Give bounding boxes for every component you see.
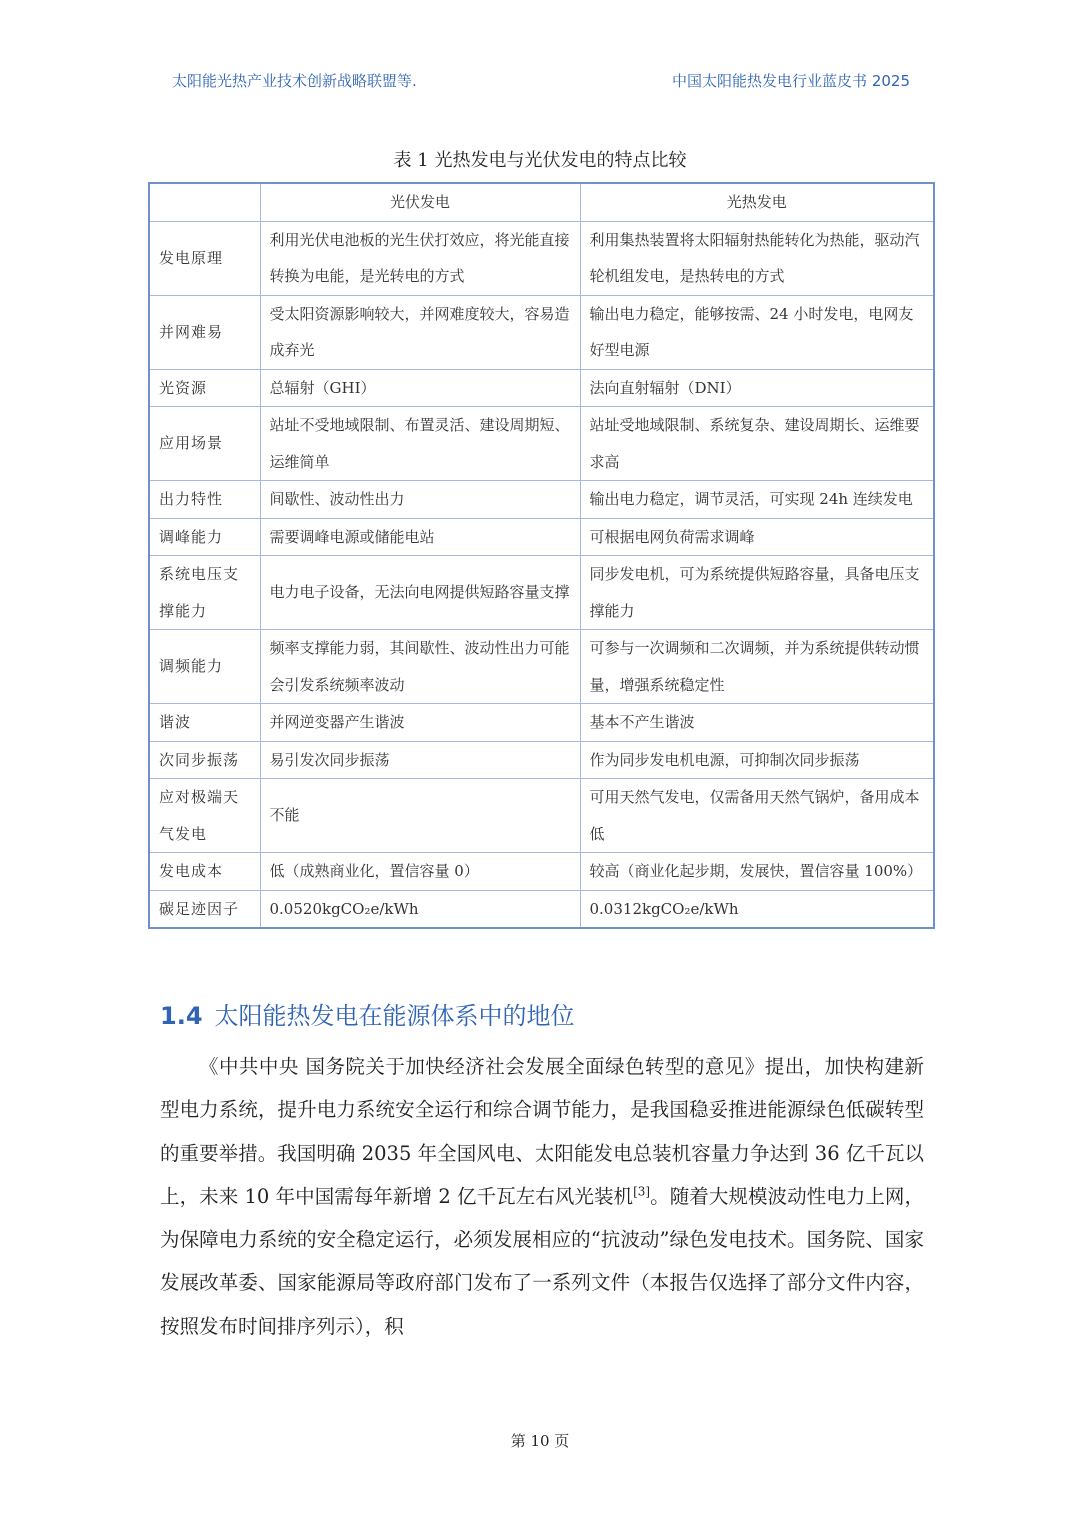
csp-cell: 法向直射辐射（DNI） [580,369,934,407]
row-label: 系统电压支撑能力 [149,556,260,630]
paragraph-text: 《中共中央 国务院关于加快经济社会发展全面绿色转型的意见》提出，加快构建新型电力系统，提升电力系统安全运行和综合调节能力，是我国稳妥推进能源绿色低碳转型的重要举措。我国明确 2035 年全国风电、太阳能发电总装机容量力争达到 36 亿千瓦以上，未来 10 年中国需每年新增 2 亿千瓦左右风光装机 [160,1055,924,1208]
table-caption: 表 1 光热发电与光伏发电的特点比较 [393,150,687,171]
header-left: 太阳能光热产业技术创新战略联盟等. [172,72,417,90]
table-row [149,704,934,742]
pv-cell: 低（成熟商业化，置信容量 0） [260,853,580,891]
row-label: 发电成本 [149,853,260,891]
table-row [149,779,934,853]
pv-cell: 不能 [260,779,580,853]
row-label: 谐波 [149,704,260,742]
paragraph-text-continued: 。随着大规模波动性电力上网，为保障电力系统的安全稳定运行，必须发展相应的“抗波动”绿色发电技术。国务院、国家发展改革委、国家能源局等政府部门发布了一系列文件（本报告仅选择了部分文件内容，按照发布时间排序列示），积 [160,1184,924,1338]
table-row [149,481,934,519]
section-title-text: 太阳能热发电在能源体系中的地位 [214,1002,575,1030]
table-row [149,369,934,407]
csp-cell: 可用天然气发电，仅需备用天然气锅炉，备用成本低 [580,779,934,853]
pv-cell: 并网逆变器产生谐波 [260,704,580,742]
pv-cell: 利用光伏电池板的光生伏打效应，将光能直接转换为电能，是光转电的方式 [260,221,580,295]
table-header-row [149,183,934,221]
header-cell-empty [149,183,260,221]
pv-cell: 需要调峰电源或储能电站 [260,518,580,556]
page-header [172,70,910,91]
csp-cell: 站址受地域限制、系统复杂、建设周期长、运维要求高 [580,407,934,481]
pv-cell: 受太阳资源影响较大，并网难度较大，容易造成弃光 [260,295,580,369]
table-row [149,221,934,295]
pv-cell: 总辐射（GHI） [260,369,580,407]
row-label: 碳足迹因子 [149,890,260,928]
page-number: 第 10 页 [510,1432,570,1450]
section-number: 1.4 [160,1002,203,1030]
row-label: 光资源 [149,369,260,407]
section-heading [160,996,575,1031]
csp-cell: 输出电力稳定，调节灵活，可实现 24h 连续发电 [580,481,934,519]
row-label: 应用场景 [149,407,260,481]
csp-cell: 可根据电网负荷需求调峰 [580,518,934,556]
header-right: 中国太阳能热发电行业蓝皮书 2025 [672,72,910,90]
pv-cell: 电力电子设备，无法向电网提供短路容量支撑 [260,556,580,630]
row-label: 调频能力 [149,630,260,704]
pv-cell: 间歇性、波动性出力 [260,481,580,519]
table-row [149,295,934,369]
csp-cell: 基本不产生谐波 [580,704,934,742]
pv-cell: 站址不受地域限制、布置灵活、建设周期短、运维简单 [260,407,580,481]
table-row [149,890,934,928]
csp-cell: 可参与一次调频和二次调频，并为系统提供转动惯量，增强系统稳定性 [580,630,934,704]
csp-cell: 0.0312kgCO₂e/kWh [580,890,934,928]
csp-cell: 作为同步发电机电源，可抑制次同步振荡 [580,741,934,779]
row-label: 并网难易 [149,295,260,369]
table-row [149,556,934,630]
csp-cell: 同步发电机，可为系统提供短路容量，具备电压支撑能力 [580,556,934,630]
csp-cell: 利用集热装置将太阳辐射热能转化为热能，驱动汽轮机组发电，是热转电的方式 [580,221,934,295]
row-label: 调峰能力 [149,518,260,556]
citation-ref: [3] [633,1184,651,1199]
row-label: 次同步振荡 [149,741,260,779]
comparison-table [148,182,935,929]
table-row [149,741,934,779]
csp-cell: 较高（商业化起步期，发展快，置信容量 100%） [580,853,934,891]
row-label: 发电原理 [149,221,260,295]
table-row [149,518,934,556]
pv-cell: 频率支撑能力弱，其间歇性、波动性出力可能会引发系统频率波动 [260,630,580,704]
table-row [149,630,934,704]
csp-cell: 输出电力稳定，能够按需、24 小时发电，电网友好型电源 [580,295,934,369]
row-label: 应对极端天气发电 [149,779,260,853]
table-row [149,407,934,481]
pv-cell: 易引发次同步振荡 [260,741,580,779]
header-cell-pv: 光伏发电 [260,183,580,221]
table-row [149,853,934,891]
row-label: 出力特性 [149,481,260,519]
header-cell-csp: 光热发电 [580,183,934,221]
pv-cell: 0.0520kgCO₂e/kWh [260,890,580,928]
body-paragraph [160,1045,924,1348]
